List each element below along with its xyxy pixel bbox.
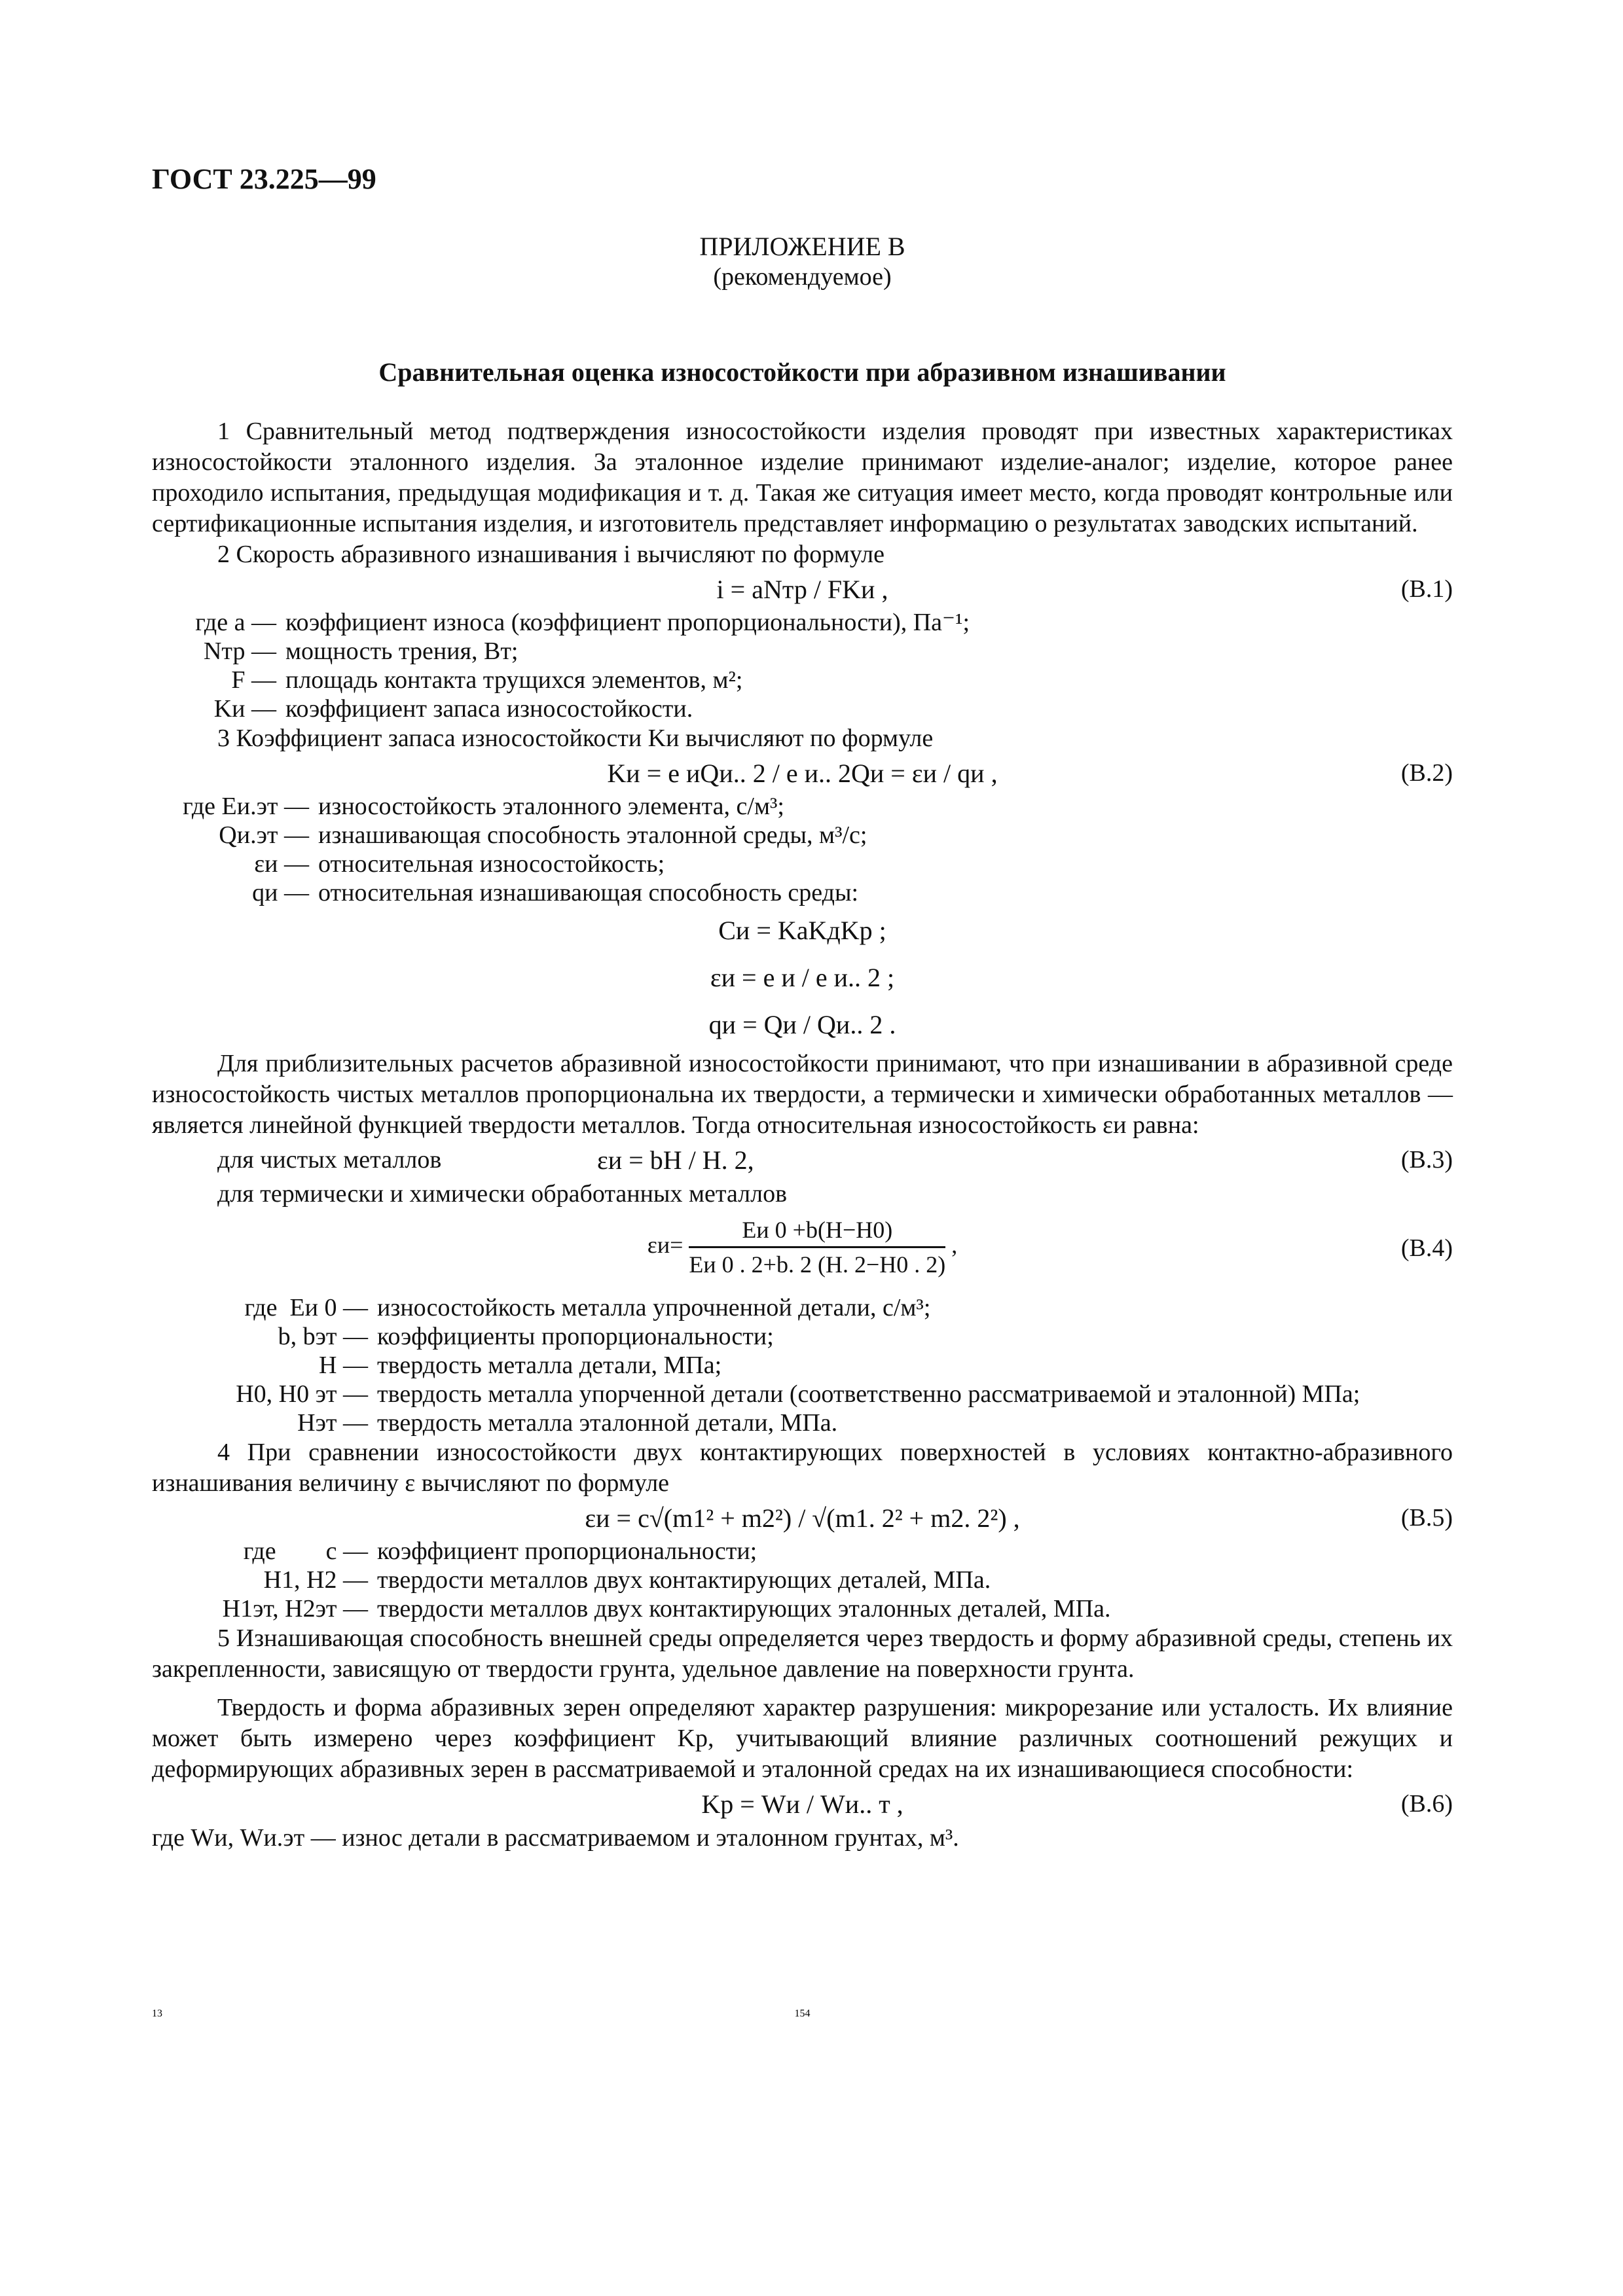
equation-b4-tail: , (951, 1231, 958, 1258)
paragraph-7: 5 Изнашивающая способность внешней среды определяется через твердость и форму абразивной среды, степень их закрепленности, зависящую от твердости грунта, удельное давление на поверхности грунта. (152, 1624, 1453, 1683)
equation-b1-number: (В.1) (1400, 575, 1453, 603)
subformula-q: qи = Qи / Qи.. 2 . (708, 1010, 896, 1039)
paragraph-8: Твердость и форма абразивных зерен определяют характер разрушения: микрорезание или усталость. Их влияние может быть измерено через коэффициент Kр, учитывающий влияние различных соотношений режущих и деформирующих абразивных зерен в рассматриваемой и эталонной средах на их изнашивающиеся способности: (152, 1694, 1453, 1783)
definition-row: Kи — коэффициент запаса износостойкости. (213, 695, 693, 723)
definition-row: εи — относительная износостойкость; (254, 850, 665, 878)
subformula-c: Cи = KаKдKр ; (718, 916, 886, 945)
equation-b1 (152, 570, 1453, 608)
page-footer (152, 2008, 1453, 2041)
paragraph-4: Для приблизительных расчетов абразивной износостойкости принимают, что при изнашивании в абразивной среде износостойкость чистых металлов пропорциональна их твердости, а термически и химически обработанных металлов — является линейной функцией твердости металлов. Тогда относительная износостойкость εи равна: (152, 1050, 1453, 1139)
definition-row: qи — относительная изнашивающая способность среды: (252, 879, 859, 906)
definitions-2 (152, 792, 1453, 907)
equation-b5-number: (В.5) (1400, 1504, 1453, 1532)
definition-row: где c — коэффициент пропорциональности; (243, 1537, 757, 1565)
appendix-status: (рекомендуемое) (713, 263, 892, 291)
equation-b6-formula: Kр = Wи / Wи.. т , (701, 1789, 903, 1819)
definition-row: где Eи 0 — износостойкость металла упрочненной детали, с/м³; (244, 1294, 931, 1321)
equation-b3-label: для чистых металлов (217, 1146, 442, 1174)
paragraph-2: 2 Скорость абразивного изнашивания i вычисляют по формуле (217, 541, 884, 568)
equation-b3-number: (В.3) (1400, 1146, 1453, 1174)
definitions-1 (152, 608, 1453, 723)
definition-row: H1эт, H2эт — твердости металлов двух контактирующих эталонных деталей, МПа. (222, 1595, 1111, 1623)
equation-b2-number: (В.2) (1400, 759, 1453, 787)
page-number: 154 (794, 2008, 811, 2019)
equation-b3 (152, 1141, 1453, 1179)
equation-b1-formula: i = aNтр / FKи , (716, 575, 888, 604)
equation-b5-formula: εи = c√(m1² + m2²) / √(m1. 2² + m2. 2²) , (585, 1503, 1020, 1533)
definitions-4 (152, 1537, 1453, 1623)
definition-row: Hэт — твердость металла эталонной детали, МПа. (297, 1409, 838, 1437)
section-title: Сравнительная оценка износостойкости при абразивном изнашивании (378, 357, 1226, 387)
equation-b4 (152, 1210, 1453, 1293)
footer-left-number: 13 (152, 2008, 162, 2019)
paragraph-1: 1 Сравнительный метод подтверждения износостойкости изделия проводят при известных характеристиках износостойкости эталонного изделия. За эталонное изделие принимают изделие-аналог; изделие, которое ранее проходило испытания, предыдущая модификация и т. д. Такая же ситуация имеет место, когда проводят контрольные или сертификационные испытания изделия, и изготовитель представляет информацию о результатах заводских испытаний. (152, 418, 1453, 537)
equation-b4-lhs: εи= (647, 1231, 684, 1258)
equation-b6 (152, 1785, 1453, 1823)
paragraph-5: для термически и химически обработанных металлов (217, 1180, 788, 1208)
definition-row: b, bэт — коэффициенты пропорциональности; (278, 1323, 774, 1350)
definition-row: где Eи.эт — износостойкость эталонного элемента, с/м³; (183, 793, 784, 820)
paragraph-3: 3 Коэффициент запаса износостойкости Kи вычисляют по формуле (217, 725, 934, 752)
equation-b3-formula: εи = bH / H. 2, (597, 1145, 754, 1175)
equation-b4-fraction (689, 1213, 945, 1281)
equation-b4-number: (В.4) (1400, 1234, 1453, 1262)
definition-row: Qи.эт — изнашивающая способность эталонной среды, м³/с; (219, 821, 867, 849)
definition-row: где a — коэффициент износа (коэффициент пропорциональности), Па⁻¹; (195, 609, 970, 636)
definitions-3 (152, 1293, 1453, 1437)
equation-b2 (152, 754, 1453, 792)
equation-b4-denominator: Eи 0 . 2+b. 2 (H. 2−H0 . 2) (689, 1251, 946, 1278)
equation-b6-number: (В.6) (1400, 1790, 1453, 1818)
equation-b4-numerator: Eи 0 +b(H−H0) (689, 1213, 945, 1248)
standard-number: ГОСТ 23.225—99 (152, 163, 376, 195)
definition-row: F — площадь контакта трущихся элементов, м²; (231, 666, 743, 694)
definition-row: H1, H2 — твердости металлов двух контактирующих деталей, МПа. (263, 1566, 991, 1594)
definition-row: Nтр — мощность трения, Вт; (203, 637, 519, 665)
equation-b2-formula: Kи = e иQи.. 2 / e и.. 2Qи = εи / qи , (607, 759, 998, 788)
equation-b5 (152, 1499, 1453, 1537)
last-definition: где Wи, Wи.эт — износ детали в рассматриваемом и эталонном грунтах, м³. (152, 1824, 959, 1852)
definition-row: H0, H0 эт — твердость металла упорченной детали (соответственно рассматриваемой и эталонной) МПа; (236, 1380, 1360, 1408)
appendix-label: ПРИЛОЖЕНИЕ В (699, 232, 905, 261)
definition-row: H — твердость металла детали, МПа; (319, 1352, 722, 1379)
subformula-epsilon: εи = e и / e и.. 2 ; (710, 963, 895, 992)
paragraph-6: 4 При сравнении износостойкости двух контактирующих поверхностей в условиях контактно-абразивного изнашивания величину ε вычисляют по формуле (152, 1439, 1453, 1497)
